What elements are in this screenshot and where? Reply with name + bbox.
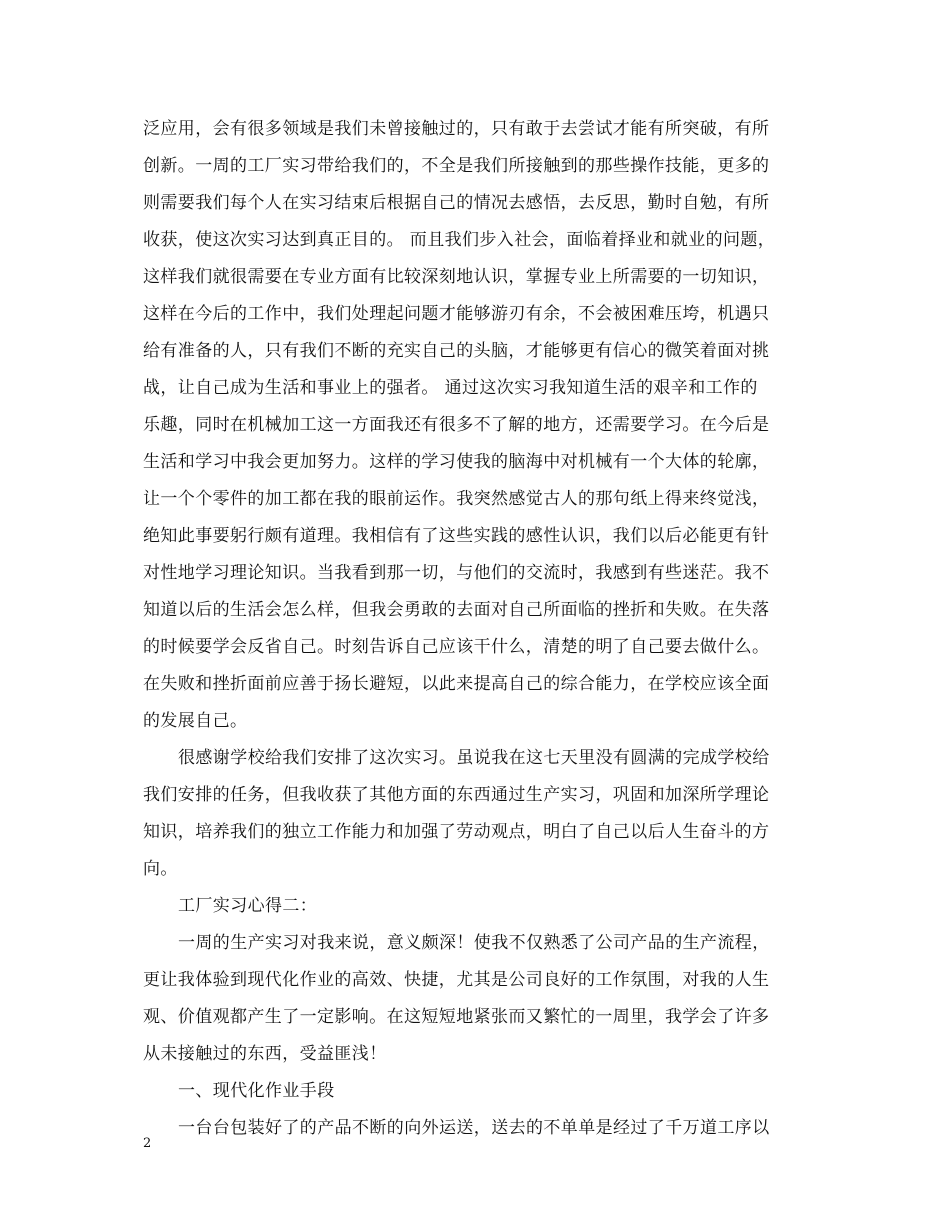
body-text-line: 对性地学习理论知识。当我看到那一切，与他们的交流时，我感到有些迷茫。我不 <box>143 563 770 583</box>
body-text-line: 这样在今后的工作中，我们处理起问题才能够游刃有余，不会被困难压垮，机遇只 <box>143 304 770 324</box>
body-text-line: 知道以后的生活会怎么样，但我会勇敢的去面对自己所面临的挫折和失败。在失落 <box>143 600 770 620</box>
body-text-line: 从未接触过的东西，受益匪浅！ <box>143 1044 387 1064</box>
body-text-line: 的时候要学会反省自己。时刻告诉自己应该干什么，清楚的明了自己要去做什么。 <box>143 637 770 657</box>
page-number: 2 <box>143 1136 152 1151</box>
body-text-line: 则需要我们每个人在实习结束后根据自己的情况去感悟，去反思，勤时自勉，有所 <box>143 193 770 213</box>
paragraph-first-line: 一周的生产实习对我来说，意义颇深！使我不仅熟悉了公司产品的生产流程， <box>178 933 770 953</box>
body-text-line: 绝知此事要躬行颇有道理。我相信有了这些实践的感性认识，我们以后必能更有针 <box>143 526 770 546</box>
body-text-line: 我们安排的任务，但我收获了其他方面的东西通过生产实习，巩固和加深所学理论 <box>143 785 770 805</box>
body-text-line: 战，让自己成为生活和事业上的强者。 通过这次实习我知道生活的艰辛和工作的 <box>143 378 758 398</box>
body-text-line: 知识，培养我们的独立工作能力和加强了劳动观点，明白了自己以后人生奋斗的方 <box>143 822 770 842</box>
section-heading: 工厂实习心得二： <box>178 896 318 916</box>
body-text-line: 收获，使这次实习达到真正目的。 而且我们步入社会，面临着择业和就业的问题， <box>143 230 776 250</box>
body-text-line: 让一个个零件的加工都在我的眼前运作。我突然感觉古人的那句纸上得来终觉浅， <box>143 489 770 509</box>
body-text-line: 的发展自己。 <box>143 711 248 731</box>
subsection-heading: 一、现代化作业手段 <box>178 1081 335 1101</box>
paragraph-first-line: 很感谢学校给我们安排了这次实习。虽说我在这七天里没有圆满的完成学校给 <box>178 748 770 768</box>
body-text-line: 生活和学习中我会更加努力。这样的学习使我的脑海中对机械有一个大体的轮廓， <box>143 452 770 472</box>
paragraph-first-line: 一台台包装好了的产品不断的向外运送，送去的不单单是经过了千万道工序以 <box>178 1118 770 1138</box>
body-text-line: 观、价值观都产生了一定影响。在这短短地紧张而又繁忙的一周里，我学会了许多 <box>143 1007 770 1027</box>
body-text-line: 更让我体验到现代化作业的高效、快捷，尤其是公司良好的工作氛围，对我的人生 <box>143 970 770 990</box>
body-text-line: 在失败和挫折面前应善于扬长避短，以此来提高自己的综合能力，在学校应该全面 <box>143 674 770 694</box>
body-text-line: 向。 <box>143 859 178 879</box>
body-text-line: 这样我们就很需要在专业方面有比较深刻地认识，掌握专业上所需要的一切知识， <box>143 267 770 287</box>
body-text-line: 给有准备的人，只有我们不断的充实自己的头脑，才能够更有信心的微笑着面对挑 <box>143 341 770 361</box>
body-text-line: 乐趣，同时在机械加工这一方面我还有很多不了解的地方，还需要学习。在今后是 <box>143 415 770 435</box>
body-text-line: 泛应用，会有很多领域是我们未曾接触过的，只有敢于去尝试才能有所突破，有所 <box>143 119 770 139</box>
body-text-line: 创新。一周的工厂实习带给我们的，不全是我们所接触到的那些操作技能，更多的 <box>143 156 770 176</box>
